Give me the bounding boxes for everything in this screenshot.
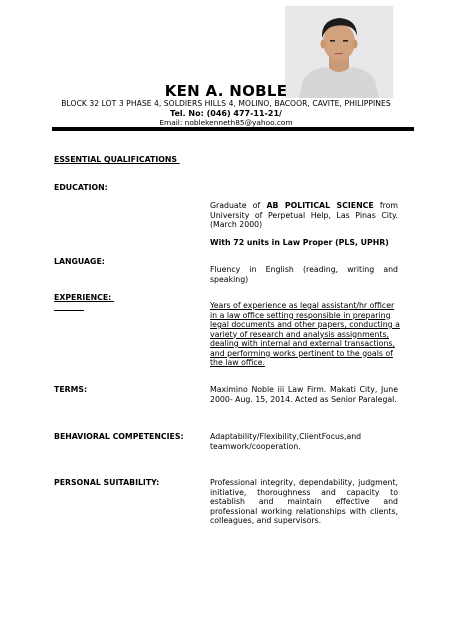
- experience-line: and performing works pertinent to the goals of: [210, 348, 393, 358]
- experience-line: variety of research and analysis assignments,: [210, 329, 389, 339]
- email-line: Email: noblekenneth85@yahoo.com: [159, 118, 293, 127]
- experience-line: legal documents and other papers, conducting a: [210, 320, 400, 329]
- degree-name: AB POLITICAL SCIENCE: [266, 201, 374, 210]
- education-heading: EDUCATION:: [54, 183, 108, 192]
- personal-suitability-text: Professional integrity, dependability, judgment, initiative, thoroughness and capacity to establish and maintain effective and professional working relationships with clients, colleagues, and supervisors.: [210, 478, 398, 525]
- telephone-line: Tel. No: (046) 477-11-21/: [170, 108, 282, 118]
- language-heading: LANGUAGE:: [54, 257, 105, 266]
- terms-text: Maximino Noble iii Law Firm. Makati City, June 2000- Aug. 15, 2014. Acted as Senior Paralegal.: [210, 385, 398, 404]
- behavioral-competencies-heading: BEHAVIORAL COMPETENCIES:: [54, 432, 184, 441]
- address-line: BLOCK 32 LOT 3 PHASE 4, SOLDIERS HILLS 4, MOLINO, BACOOR, CAVITE, PHILIPPINES: [61, 99, 391, 108]
- terms-heading: TERMS:: [54, 385, 88, 394]
- education-text-prefix: Graduate of: [210, 201, 267, 210]
- experience-heading: EXPERIENCE:: [54, 293, 115, 302]
- experience-line: dealing with internal and external transactions,: [210, 339, 395, 348]
- experience-underline: [54, 310, 84, 311]
- behavioral-competencies-text: Adaptability/Flexibility,ClientFocus,and teamwork/cooperation.: [210, 432, 362, 451]
- law-units-text: With 72 units in Law Proper (PLS, UPHR): [210, 238, 389, 247]
- language-text: Fluency in English (reading, writing and speaking): [210, 265, 398, 284]
- candidate-name: KEN A. NOBLE: [164, 82, 288, 100]
- experience-line: Years of experience as legal assistant/hr officer: [210, 301, 395, 310]
- education-text-suffix: from University of Perpetual Help, Las Pinas City. (March 2000): [210, 201, 401, 229]
- header-divider-thick: [52, 128, 414, 131]
- essential-qualifications-heading: ESSENTIAL QUALIFICATIONS: [54, 155, 180, 164]
- education-text: [210, 201, 401, 230]
- experience-line: in a law office setting responsible in preparing: [210, 310, 391, 320]
- experience-line: the law office.: [210, 358, 265, 367]
- personal-suitability-heading: PERSONAL SUITABILITY:: [54, 478, 160, 487]
